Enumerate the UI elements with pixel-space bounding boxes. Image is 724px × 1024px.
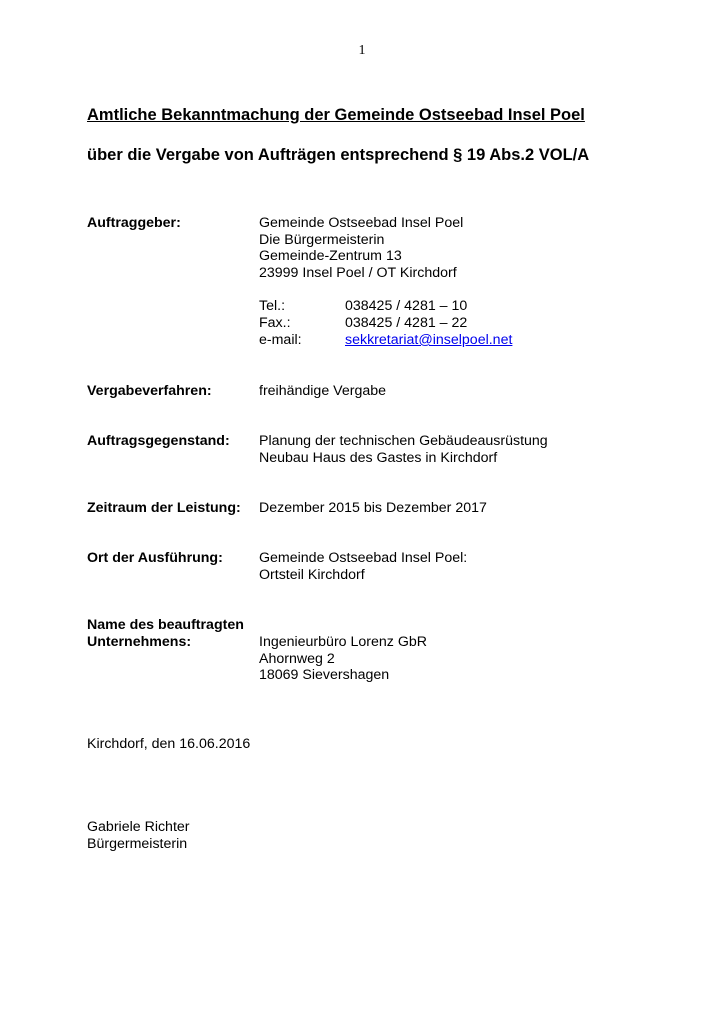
subject-line: Neubau Haus des Gastes in Kirchdorf (259, 449, 498, 466)
signature-name: Gabriele Richter (87, 819, 190, 835)
vergabeverfahren-value: freihändige Vergabe (259, 383, 387, 399)
tel-label: Tel.: (259, 298, 286, 314)
zeitraum-value: Dezember 2015 bis Dezember 2017 (259, 500, 487, 516)
unternehmen-value (259, 634, 427, 684)
address-line: Die Bürgermeisterin (259, 231, 385, 248)
email-label: e-mail: (259, 332, 302, 348)
unternehmen-label-line: Name des beauftragten (87, 617, 244, 633)
tel-value: 038425 / 4281 – 10 (345, 298, 468, 314)
location-line: Gemeinde Ostseebad Insel Poel: (259, 550, 468, 566)
unternehmen-label (87, 617, 244, 650)
company-line: Ingenieurbüro Lorenz GbR (259, 634, 427, 650)
unternehmen-label-line: Unternehmens: (87, 633, 192, 650)
document-title: Amtliche Bekanntmachung der Gemeinde Ostseebad Insel Poel (87, 106, 585, 124)
address-line: 23999 Insel Poel / OT Kirchdorf (259, 264, 457, 281)
subject-line: Planung der technischen Gebäudeausrüstung (259, 433, 548, 449)
fax-label: Fax.: (259, 315, 291, 331)
auftraggeber-address (259, 215, 463, 281)
ort-value (259, 550, 467, 583)
zeitraum-label: Zeitraum der Leistung: (87, 500, 241, 516)
address-line: Gemeinde Ostseebad Insel Poel (259, 215, 464, 231)
location-line: Ortsteil Kirchdorf (259, 566, 365, 583)
signature-block (87, 819, 190, 852)
ort-label: Ort der Ausführung: (87, 550, 223, 566)
vergabeverfahren-label: Vergabeverfahren: (87, 383, 212, 399)
document-subtitle: über die Vergabe von Aufträgen entsprechend § 19 Abs.2 VOL/A (87, 146, 590, 164)
auftraggeber-label: Auftraggeber: (87, 215, 181, 231)
address-line: Gemeinde-Zentrum 13 (259, 248, 402, 264)
auftragsgegenstand-label: Auftragsgegenstand: (87, 433, 230, 449)
signature-role: Bürgermeisterin (87, 835, 188, 852)
company-line: 18069 Sievershagen (259, 667, 390, 683)
auftragsgegenstand-value (259, 433, 548, 466)
email-link[interactable]: sekkretariat@inselpoel.net (345, 332, 513, 348)
date-line: Kirchdorf, den 16.06.2016 (87, 736, 251, 752)
fax-value: 038425 / 4281 – 22 (345, 315, 468, 331)
company-line: Ahornweg 2 (259, 650, 335, 667)
page-number: 1 (358, 43, 366, 58)
